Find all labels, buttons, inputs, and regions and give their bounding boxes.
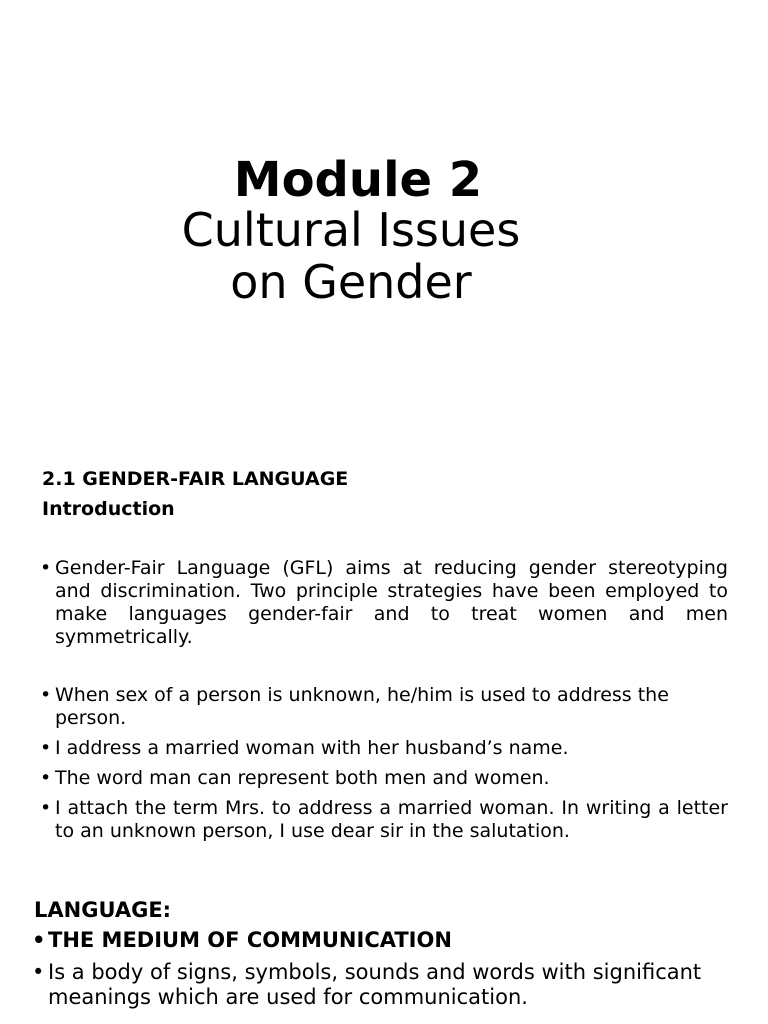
- language-heading: LANGUAGE:: [34, 898, 172, 922]
- list-item: [38, 767, 728, 790]
- list-item: [38, 557, 728, 649]
- bullet-icon: •: [40, 767, 52, 789]
- list-item-text: The word man can represent both men and women.: [55, 767, 550, 789]
- list-item: [38, 797, 728, 843]
- bullet-icon: •: [40, 797, 52, 819]
- module-title: Module 2: [233, 152, 483, 208]
- list-item: [38, 737, 728, 760]
- section-subheading: Introduction: [42, 498, 175, 520]
- intro-bullet-list: [38, 557, 728, 649]
- bullet-icon: •: [40, 684, 52, 706]
- section-heading: 2.1 GENDER-FAIR LANGUAGE: [42, 468, 349, 490]
- subtitle-line-1: Cultural Issues: [181, 203, 521, 257]
- bullet-icon: •: [40, 737, 52, 759]
- list-item-text: I attach the term Mrs. to address a married woman. In writing a letter to an unknown person, I use dear sir in the salutation.: [55, 797, 728, 842]
- list-item-text: THE MEDIUM OF COMMUNICATION: [48, 928, 452, 952]
- list-item-text: Gender-Fair Language (GFL) aims at reducing gender stereotyping and discrimination. Two principle strategies have been employed to make languages gender-fair and to treat women and men symmetrically.: [55, 557, 728, 648]
- list-item: [32, 928, 722, 953]
- list-item-text: Is a body of signs, symbols, sounds and words with significant meanings which are used for communication.: [48, 960, 702, 1009]
- bullet-icon: •: [32, 960, 45, 984]
- bullet-icon: •: [40, 557, 52, 579]
- list-item-text: When sex of a person is unknown, he/him is used to address the person.: [55, 684, 669, 729]
- bullet-icon: •: [32, 928, 46, 952]
- list-item: [32, 960, 722, 1010]
- subtitle-line-2: on Gender: [230, 255, 472, 309]
- statement-bullet-list: [38, 684, 728, 850]
- list-item-text: I address a married woman with her husband’s name.: [55, 737, 569, 759]
- language-bullet-list: [32, 928, 722, 1017]
- module-subtitle: [0, 204, 702, 308]
- list-item: [38, 684, 728, 730]
